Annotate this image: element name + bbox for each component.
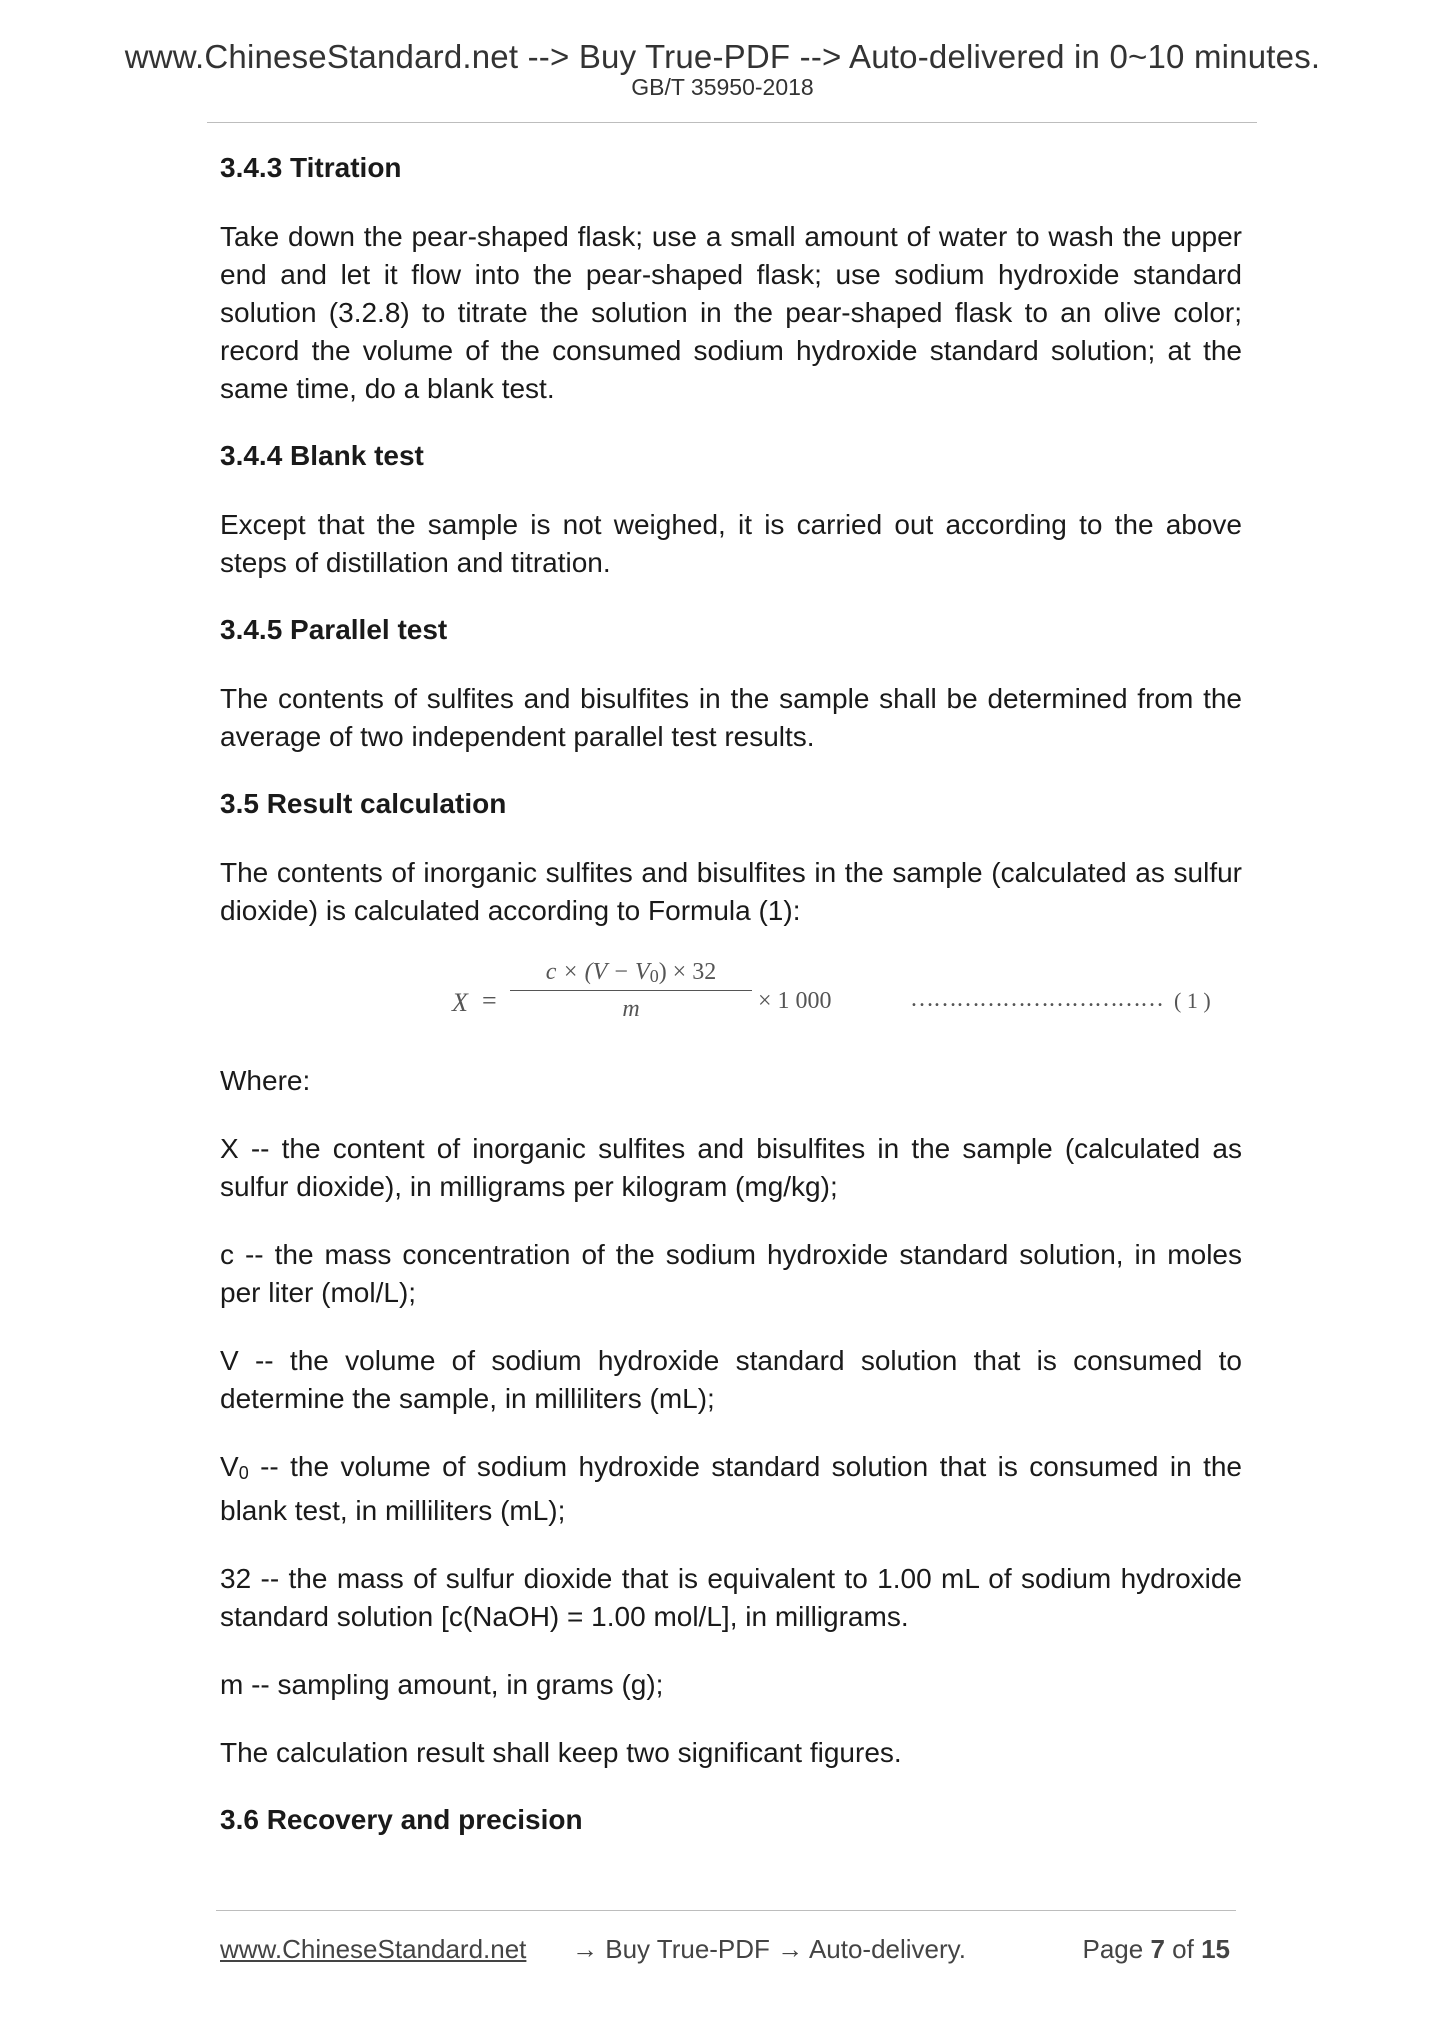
definition-v: V -- the volume of sodium hydroxide standard solution that is consumed to determine the sample, in milliliters (mL);	[220, 1345, 1242, 1414]
formula-1	[220, 952, 1242, 1052]
formula-fraction	[510, 956, 752, 1025]
document-body	[220, 150, 1242, 1838]
footer-tagline: → Buy True-PDF → Auto-delivery.	[572, 1934, 966, 1964]
formula-denominator: m	[622, 996, 640, 1022]
page-footer	[220, 1934, 1230, 1970]
paragraph-blank-test: Except that the sample is not weighed, it is carried out according to the above steps of distillation and titration.	[220, 509, 1242, 578]
heading-3-4-5: 3.4.5 Parallel test	[220, 614, 448, 645]
standard-id: GB/T 35950-2018	[631, 74, 814, 100]
heading-3-5: 3.5 Result calculation	[220, 788, 507, 819]
definition-m: m -- sampling amount, in grams (g);	[220, 1669, 664, 1700]
where-label: Where:	[220, 1065, 311, 1096]
heading-3-4-4: 3.4.4 Blank test	[220, 440, 424, 471]
paragraph-titration: Take down the pear-shaped flask; use a small amount of water to wash the upper end and let it flow into the pear-shaped flask; use sodium hydroxide standard solution (3.2.8) to titrate the solution in the pear-shaped flask to an olive color; record the volume of the consumed sodium hydroxide standard solution; at the same time, do a blank test.	[220, 221, 1242, 404]
fraction-bar	[510, 990, 752, 991]
header-banner: www.ChineseStandard.net --> Buy True-PDF --> Auto-delivered in 0~10 minutes.	[124, 38, 1321, 75]
closing-note: The calculation result shall keep two significant figures.	[220, 1737, 902, 1768]
paragraph-result-calculation: The contents of inorganic sulfites and bisulfites in the sample (calculated as sulfur dioxide) is calculated according to Formula (1):	[220, 857, 1242, 926]
heading-3-6: 3.6 Recovery and precision	[220, 1804, 583, 1835]
footer-divider	[216, 1910, 1236, 1911]
formula-leader-dots: ……………………………	[910, 986, 1163, 1012]
header-divider	[207, 122, 1257, 123]
formula-equals: =	[482, 986, 497, 1015]
formula-lhs: X	[452, 988, 468, 1017]
definition-x: X -- the content of inorganic sulfites and bisulfites in the sample (calculated as sulfur dioxide), in milligrams per kilogram (mg/kg);	[220, 1133, 1242, 1202]
formula-multiplier: × 1 000	[758, 988, 832, 1014]
page-number: Page 7 of 15	[1082, 1934, 1230, 1964]
definition-c: c -- the mass concentration of the sodium hydroxide standard solution, in moles per liter (mol/L);	[220, 1239, 1242, 1308]
definition-v0: $V_0$ -- the volume of sodium hydroxide standard solution that is consumed in the blank test, in milliliters (mL);	[220, 1451, 1242, 1526]
formula-numerator: $c \times (V - V_0) \times 32$	[545, 959, 717, 986]
footer-site-link[interactable]: www.ChineseStandard.net	[220, 1934, 527, 1964]
definition-32: 32 -- the mass of sulfur dioxide that is equivalent to 1.00 mL of sodium hydroxide standard solution [c(NaOH) = 1.00 mol/L], in milligrams.	[220, 1563, 1242, 1632]
heading-3-4-3: 3.4.3 Titration	[220, 152, 402, 183]
paragraph-parallel-test: The contents of sulfites and bisulfites in the sample shall be determined from the average of two independent parallel test results.	[220, 683, 1242, 752]
formula-number: ( 1 )	[1174, 988, 1211, 1013]
